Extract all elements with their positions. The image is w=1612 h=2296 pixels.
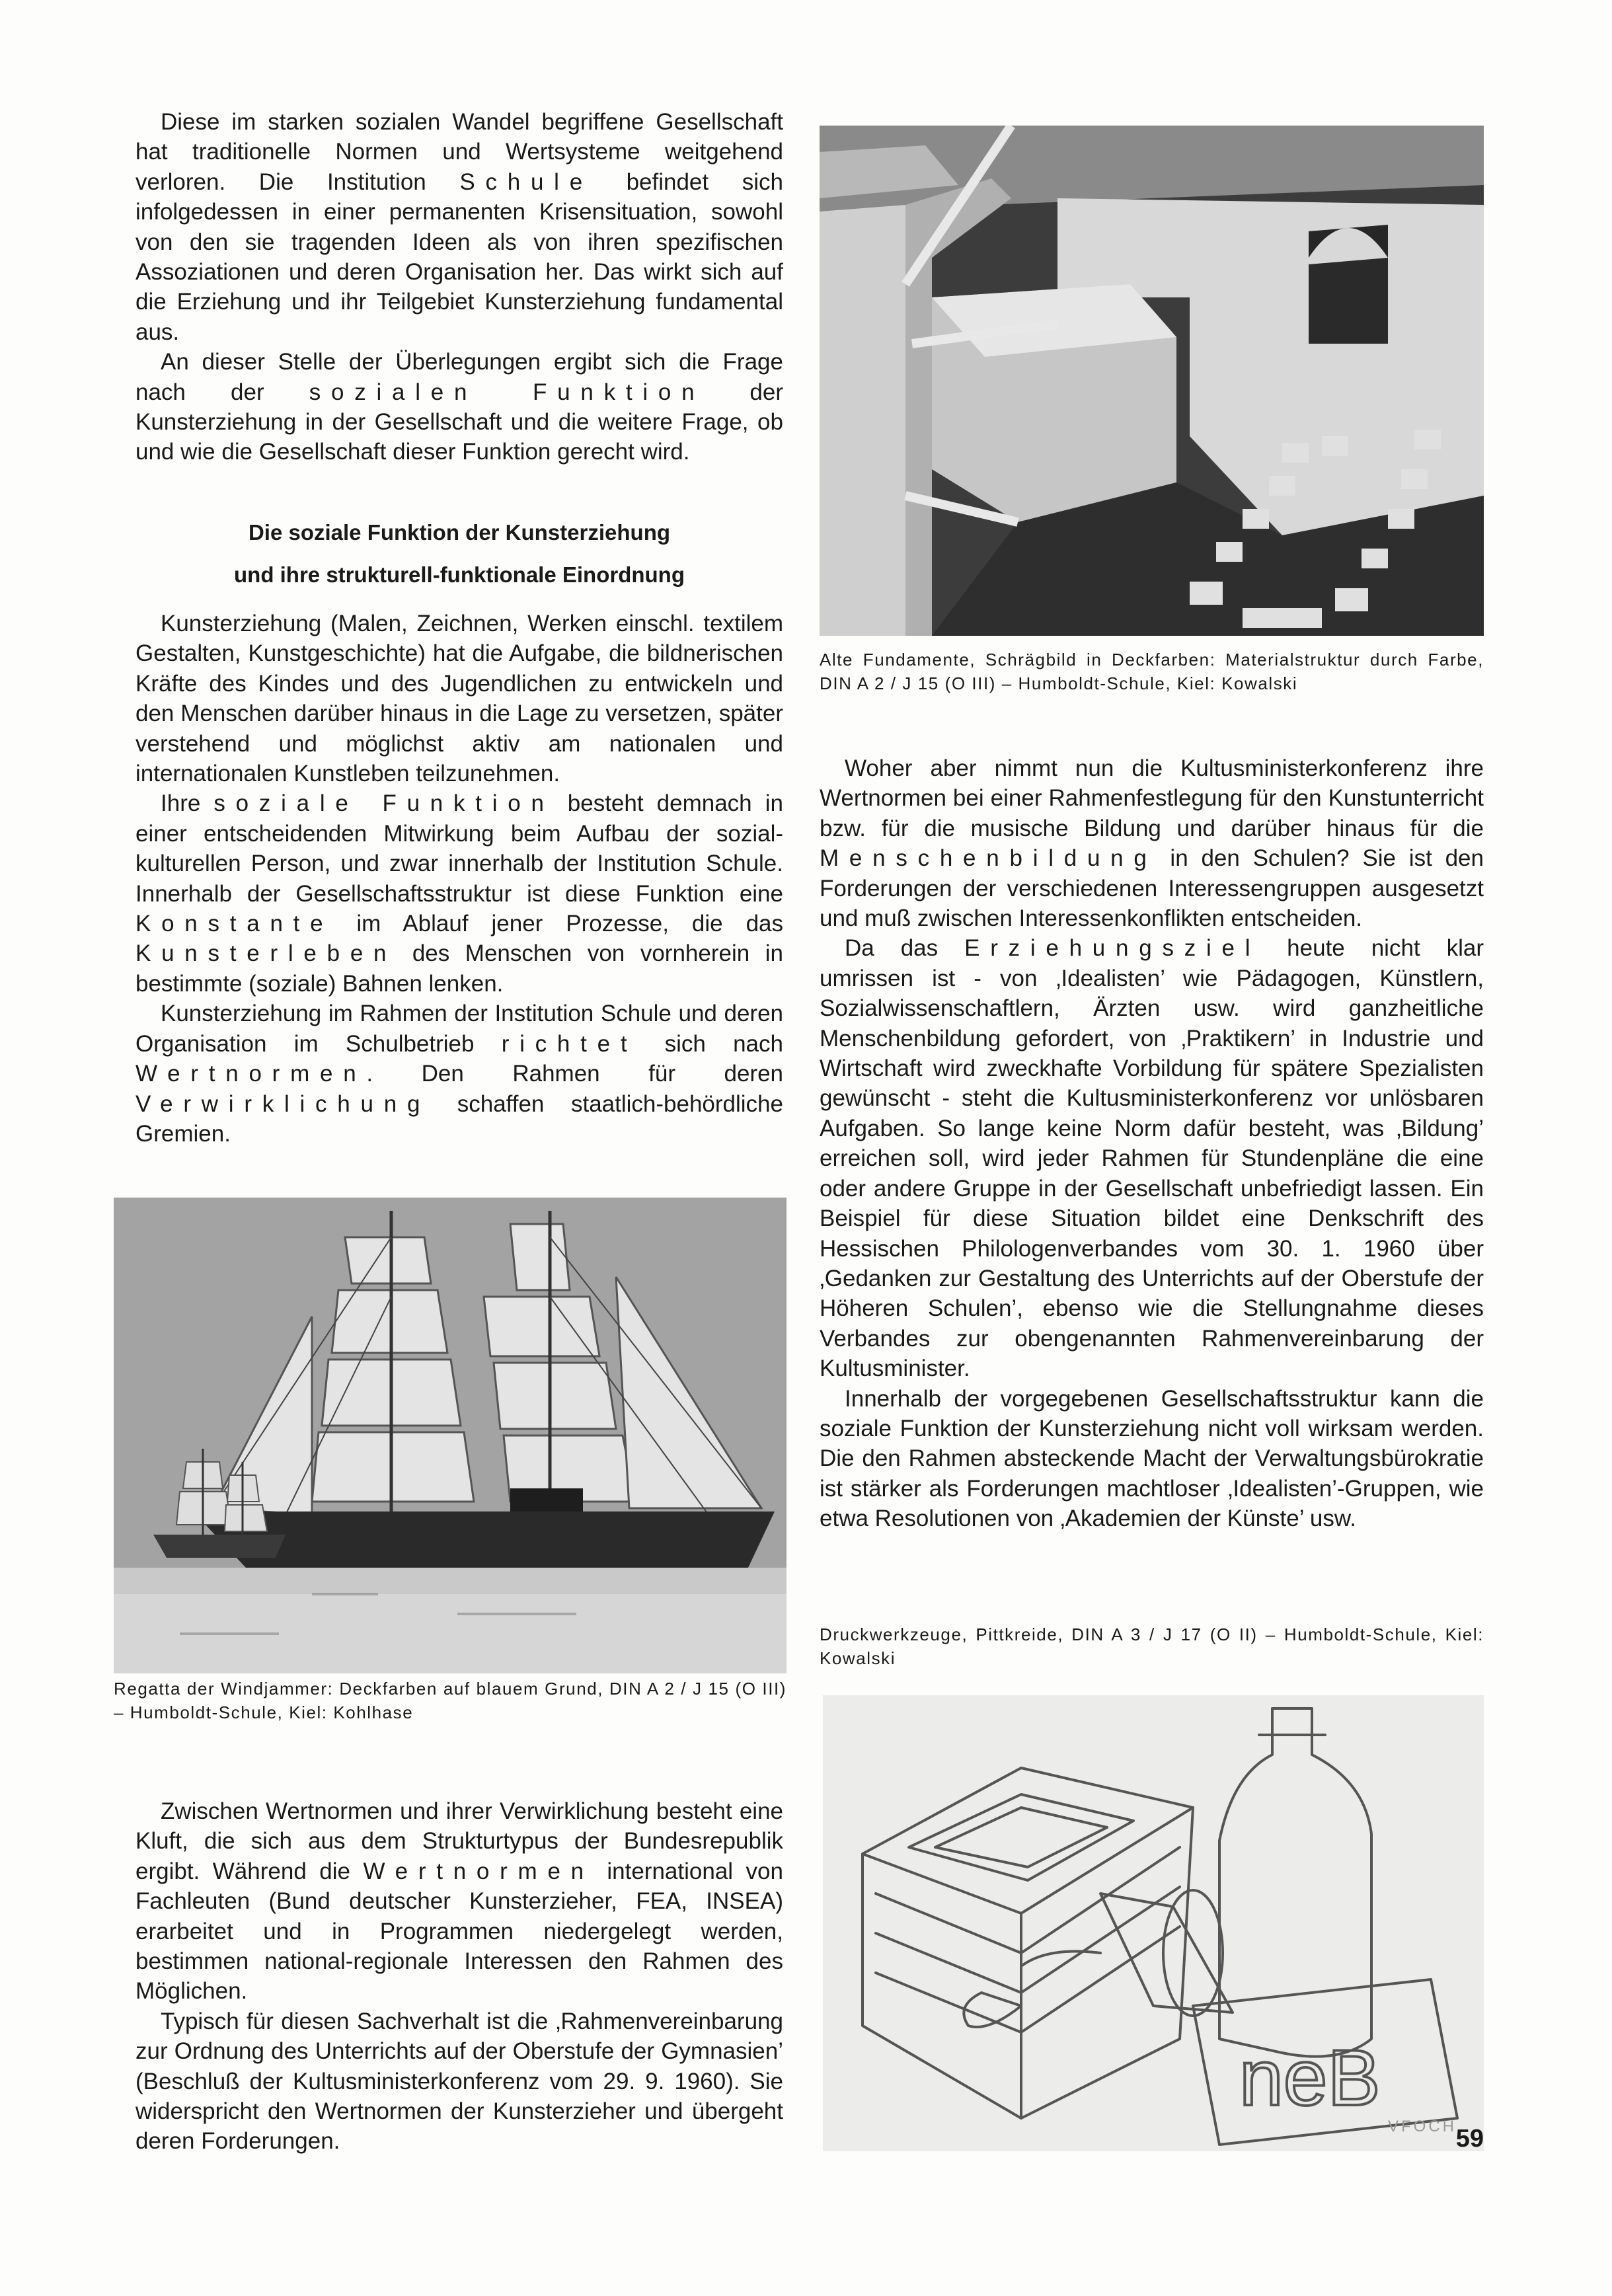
figure-windjammer-regatta	[114, 1198, 787, 1673]
paragraph: Kunsterziehung (Malen, Zeichnen, Werken einschl. textilem Gestalten, Kunstgeschichte) hat die Aufgabe, die bildnerischen Kräfte des Kindes und des Jugendlichen zu entwickeln und den Menschen darüber hinaus in die Lage zu versetzen, später verstehend und möglichst aktiv am nationalen und internationalen Kunstleben teilzunehmen.	[135, 611, 783, 787]
section-heading-line-2: und ihre strukturell-funktionale Einordnung	[234, 562, 685, 587]
paragraph: Woher aber nimmt nun die Kultusministerkonferenz ihre Wertnormen bei einer Rahmenfestlegung für den Kunstunterricht bzw. für die musische Bildung und darüber hinaus für die Menschenbildung in den Schulen? Sie ist den Forderungen der verschiedenen Interessengruppen ausgesetzt und muß zwischen Interessenkonflikten entscheiden.	[820, 755, 1484, 932]
spaced-emphasis: Verwirklichung	[135, 1091, 431, 1117]
page-number: 59	[1455, 2125, 1484, 2153]
intro-text	[135, 107, 783, 467]
spaced-emphasis: Schule	[459, 169, 593, 195]
figure-druckwerkzeuge	[823, 1695, 1484, 2151]
spaced-emphasis: Konstante	[135, 911, 334, 937]
caption-windjammer: Regatta der Windjammer: Deckfarben auf blauem Grund, DIN A 2 / J 15 (O III) – Humboldt-Schule, Kiel: Kohlhase	[114, 1679, 787, 1722]
caption-druckwerkzeuge: Druckwerkzeuge, Pittkreide, DIN A 3 / J 17 (O II) – Humboldt-Schule, Kiel: Kowalski	[820, 1625, 1484, 1668]
paragraph: Typisch für diesen Sachverhalt ist die ‚Rahmenvereinbarung zur Ordnung des Unterrichts auf der Oberstufe der Gymnasien’ (Beschluß der Kultusministerkonferenz vom 29. 9. 1960). Sie widerspricht den Wertnormen der Kunsterzieher und übergeht deren Forderungen.	[135, 2008, 783, 2155]
paragraph: Diese im starken sozialen Wandel begriffene Gesellschaft hat traditionelle Normen und Wertsysteme weitgehend verloren. Die Institution Schule befindet sich infolgedessen in einer permanenten Krisensituation, sowohl von den sie tragenden Ideen als von ihren spezifischen Assoziationen und deren Organisation her. Das wirkt sich auf die Erziehung und ihr Teilgebiet Kunsterziehung fundamental aus.	[135, 109, 783, 345]
spaced-emphasis: Menschenbildung	[820, 845, 1157, 872]
fundamente-painting	[820, 126, 1484, 636]
artist-signature: VFOCH	[1388, 2118, 1457, 2135]
spaced-emphasis: Wertnormen	[363, 1858, 594, 1884]
paragraph: Ihre soziale Funktion besteht demnach in einer entscheidenden Mitwirkung beim Aufbau der sozial-kulturellen Person, und zwar innerhalb der Institution Schule. Innerhalb der Gesellschaftsstruktur ist diese Funktion eine Konstante im Ablauf jener Prozesse, die das Kunsterleben des Menschen von vornherein in bestimmte (soziale) Bahnen lenken.	[135, 790, 783, 997]
caption-fundamente: Alte Fundamente, Schrägbild in Deckfarben: Materialstruktur durch Farbe, DIN A 2 / J 15 (O III) – Humboldt-Schule, Kiel: Kowalski	[820, 650, 1484, 693]
paragraph: Innerhalb der vorgegebenen Gesellschaftsstruktur kann die soziale Funktion der Kunsterziehung nicht voll wirksam werden. Die den Rahmen absteckende Macht der Verwaltungsbürokratie ist stärker als Forderungen machtloser ‚Idealisten’-Gruppen, wie etwa Resolutionen von ‚Akademien der Künste’ usw.	[820, 1385, 1484, 1532]
section-text	[135, 609, 783, 1149]
figure-alte-fundamente	[820, 126, 1484, 636]
spaced-emphasis: richtet	[501, 1030, 638, 1057]
right-column-text	[820, 753, 1484, 1534]
paragraph: Zwischen Wertnormen und ihrer Verwirklichung besteht eine Kluft, die sich aus dem Strukturtypus der Bundesrepublik ergibt. Während die Wertnormen international von Fachleuten (Bund deutscher Kunsterzieher, FEA, INSEA) erarbeitet und in Programmen niedergelegt werden, bestimmen national-regionale Interessen den Rahmen des Möglichen.	[135, 1798, 783, 2005]
section-heading	[135, 512, 783, 596]
ship-painting	[114, 1198, 787, 1673]
spaced-emphasis: Kunsterleben	[135, 940, 397, 967]
plate-letters: neB	[1239, 2034, 1381, 2122]
section-heading-line-1: Die soziale Funktion der Kunsterziehung	[248, 520, 671, 545]
spaced-emphasis: sozialen Funktion	[309, 379, 705, 405]
druckwerkzeuge-drawing	[823, 1695, 1484, 2151]
spaced-emphasis: Wertnormen	[135, 1061, 367, 1087]
spaced-emphasis: Erziehungsziel	[964, 935, 1261, 962]
paragraph: An dieser Stelle der Überlegungen ergibt sich die Frage nach der sozialen Funktion der Kunsterziehung in der Gesellschaft und die weitere Frage, ob und wie die Gesellschaft dieser Funktion gerecht wird.	[135, 349, 783, 465]
spaced-emphasis: soziale Funktion	[213, 790, 555, 817]
bottom-text	[135, 1796, 783, 2157]
paragraph: Da das Erziehungsziel heute nicht klar umrissen ist - von ‚Idealisten’ wie Pädagogen, Künstlern, Sozialwissenschaftlern, Ärzten usw. wird ganzheitliche Menschenbildung gefordert, von ‚Praktikern’ in Industrie und Wirtschaft wird zweckhafte Vorbildung für spätere Spezialisten gewünscht - steht die Kultusministerkonferenz vor unlösbaren Aufgaben. So lange keine Norm dafür besteht, was ‚Bildung’ erreichen soll, wird jeder Rahmen für Stundenpläne die eine oder andere Gruppe in der Gesellschaft unbefriedigt lassen. Ein Beispiel für diese Situation bildet eine Denkschrift des Hessischen Philologenverbandes vom 30. 1. 1960 über ‚Gedanken zur Gestaltung des Unterrichts auf der Oberstufe der Höheren Schulen’, ebenso wie die Stellungnahme dieses Verbandes zur obengenannten Rahmenvereinbarung der Kultusminister.	[820, 935, 1484, 1382]
paragraph: Kunsterziehung im Rahmen der Institution Schule und deren Organisation im Schulbetrieb richtet sich nach Wertnormen. Den Rahmen für deren Verwirklichung schaffen staatlich-behördliche Gremien.	[135, 1001, 783, 1147]
